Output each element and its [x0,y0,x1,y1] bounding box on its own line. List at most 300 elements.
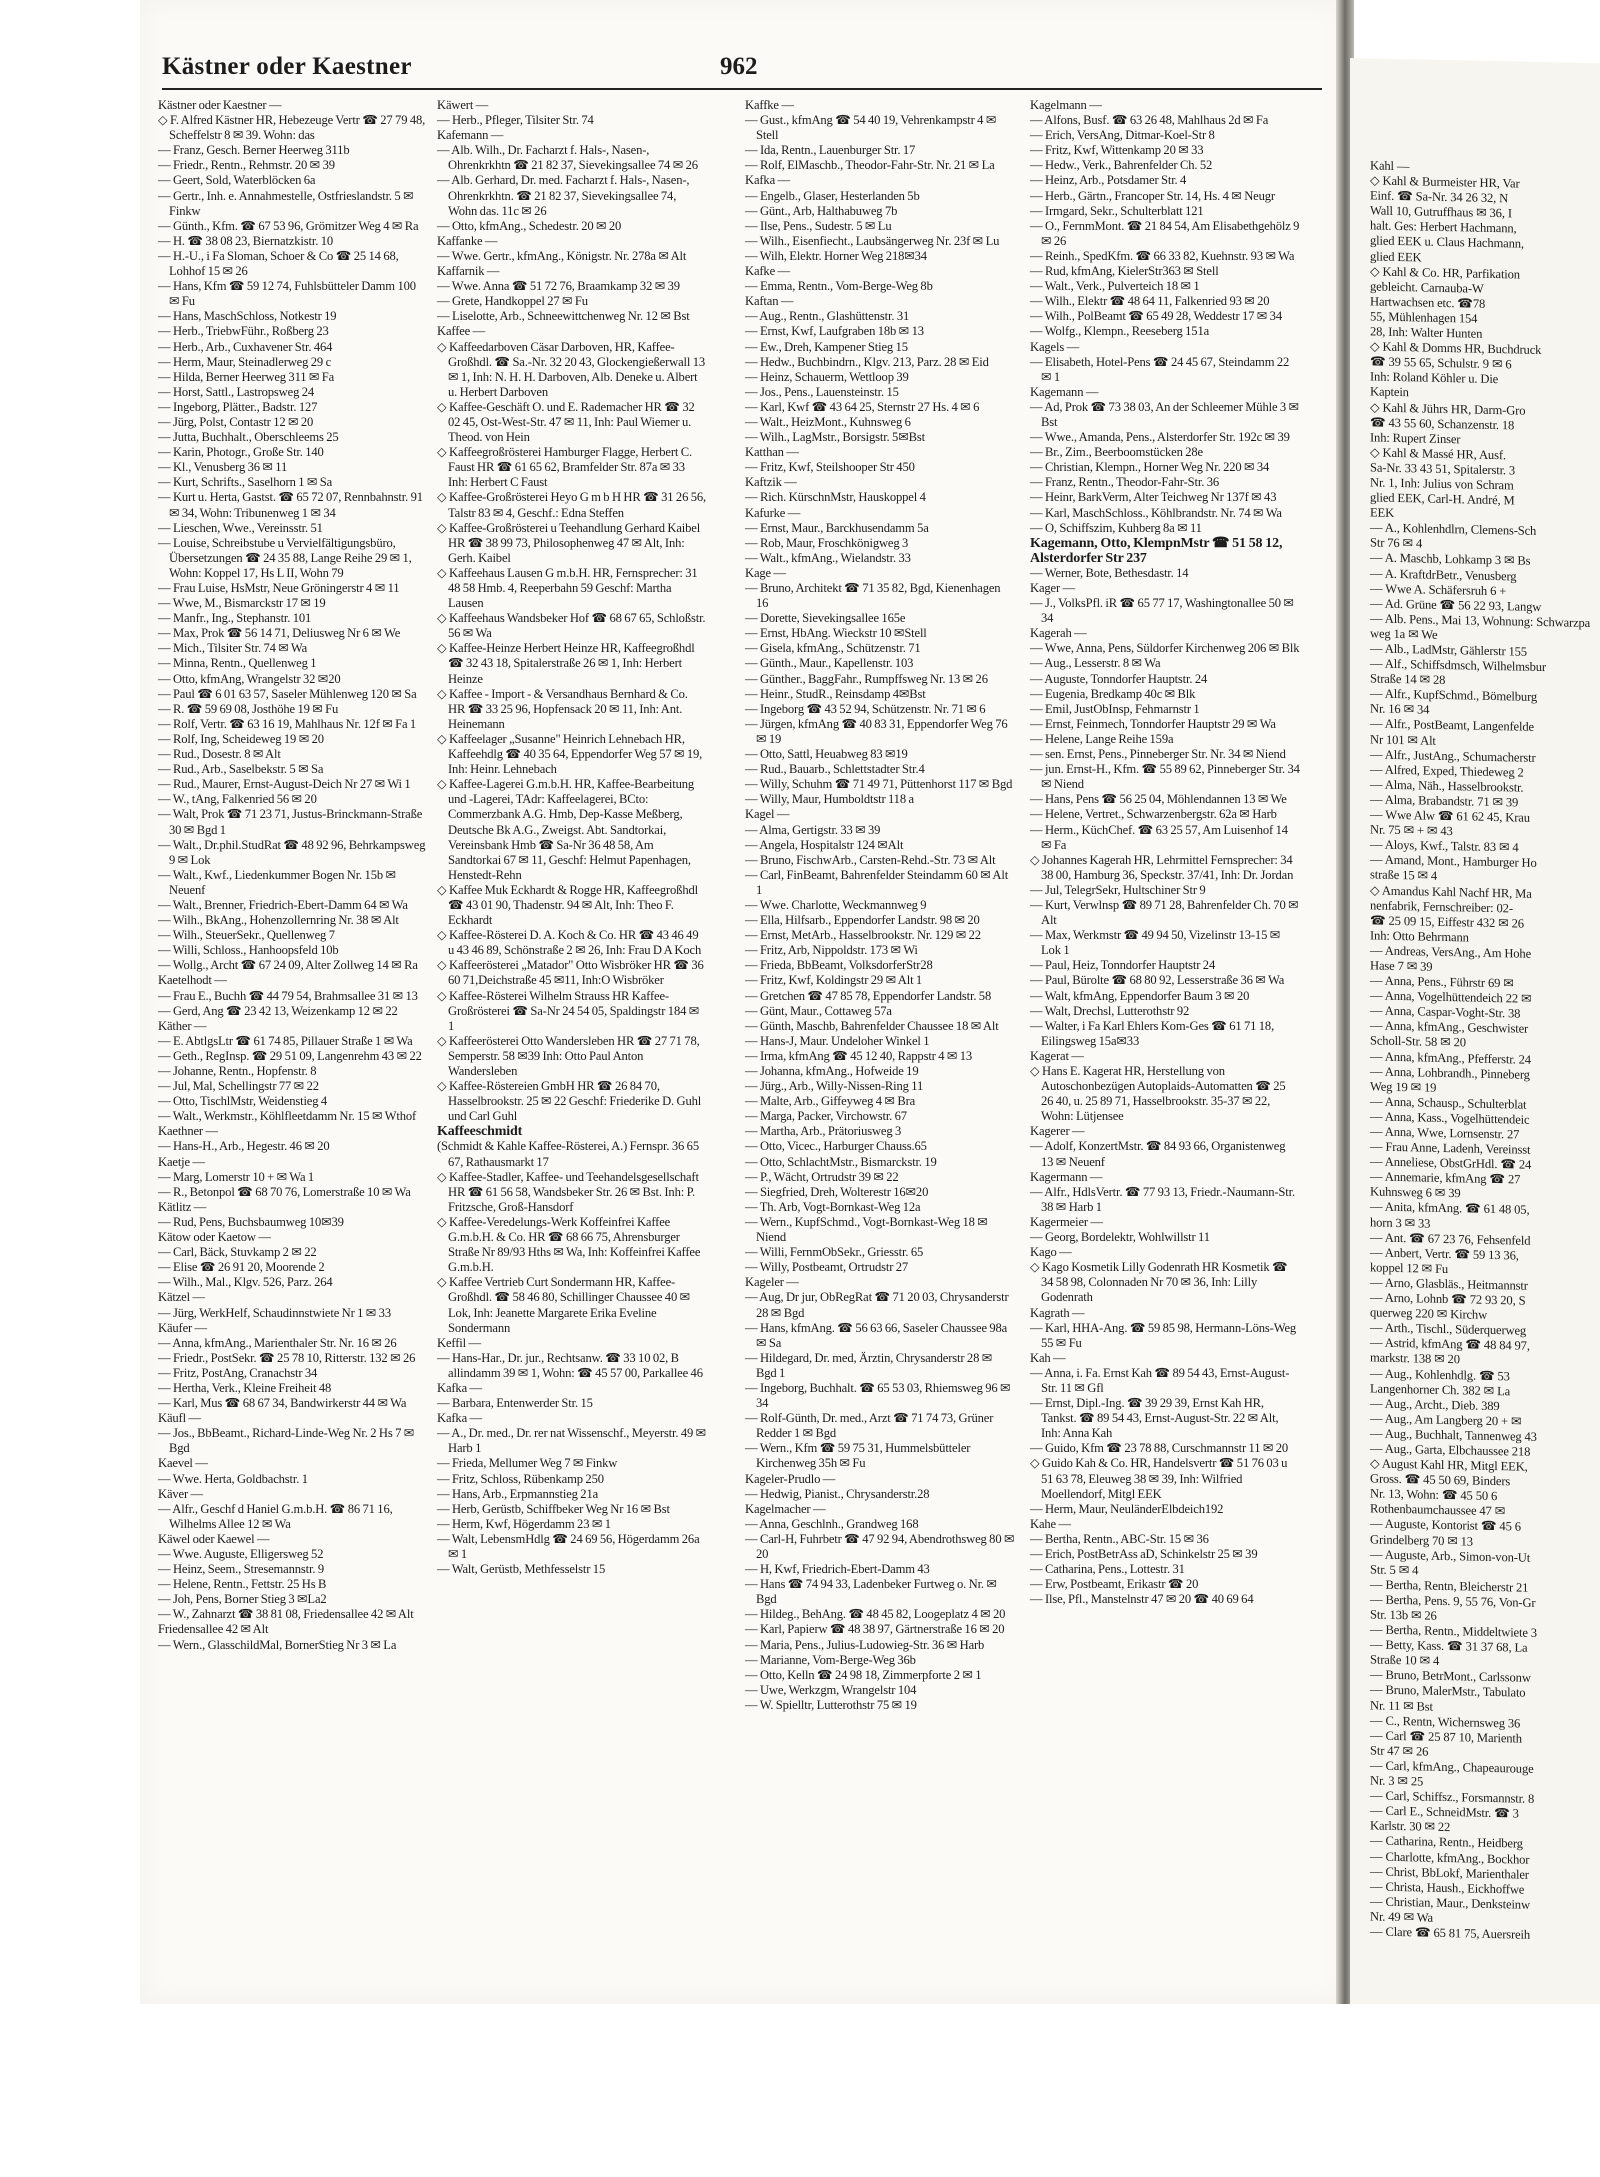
directory-entry: — Wilh., LagMstr., Borsigstr. 5✉Bst [745,430,925,445]
adjacent-entry: — Aug., Buchhalt, Tannenweg 43 [1370,1426,1537,1444]
directory-entry: — Anna, i. Fa. Ernst Kah ☎ 89 54 43, Ernst-August-Str. 11 ✉ Gfl [1030,1365,1290,1395]
directory-entry: Kagelmacher — [745,1501,826,1516]
adjacent-entry: nenfabrik, Fernschreiber: 02- [1370,898,1513,916]
directory-entry: — Ew., Dreh, Kampener Stieg 15 [745,339,908,354]
adjacent-entry: Straße 14 ✉ 28 [1370,671,1446,688]
adjacent-entry: Str 76 ✉ 4 [1370,535,1423,551]
directory-entry: — Ad, Prok ☎ 73 38 03, An der Schleemer Mühle 3 ✉ Bst [1030,399,1299,429]
directory-entry: — Jos., BbBeamt., Richard-Linde-Weg Nr. 2 Hs 7 ✉ Bgd [158,1426,415,1456]
directory-entry: Kagermann — [1030,1169,1103,1184]
directory-entry: — Gretchen ☎ 47 85 78, Eppendorfer Landstr. 58 [745,988,992,1003]
directory-entry: Kafka — [437,1411,482,1426]
running-head: Kästner oder Kaestner [162,53,412,80]
directory-entry: Kaffee — [437,324,486,339]
directory-entry: ◇ Kaffee-Röstereien GmbH HR ☎ 26 84 70, Hasselbrookstr. 25 ✉ 22 Geschf: Friederike D. Guhl und Carl Guhl [437,1079,702,1124]
adjacent-entry: ◇ Kahl & Jührs HR, Darm-Gro [1370,399,1526,418]
directory-entry: Kaffke — [745,98,794,112]
adjacent-entry: — Alf., Schiffsdmsch, Wilhelmsbur [1370,656,1546,675]
directory-entry: — Rud, Pens, Buchsbaumweg 10✉39 [158,1214,344,1229]
directory-entry: — Wolfg., Klempn., Reeseberg 151a [1030,324,1210,339]
adjacent-entry: — Christa, Haush., Eickhoffwe [1370,1879,1525,1897]
directory-entry: — Ernst, HbAng. Wieckstr 10 ✉Stell [745,626,927,641]
directory-entry: — Wilh., SteuerSekr., Quellenweg 7 [158,928,335,943]
adjacent-entry: — Alma, Brabandstr. 71 ✉ 39 [1370,792,1519,810]
directory-entry: — Günt., Arb, Halthabuweg 7b [745,203,898,218]
directory-entry: Käufer — [158,1320,208,1335]
directory-entry: Kätlitz — [158,1199,207,1214]
directory-entry: — Geth., RegInsp. ☎ 29 51 09, Langenrehm 43 ✉ 22 [158,1048,422,1063]
directory-entry: Käver — [158,1486,203,1501]
adjacent-entry: — Wwe Alw ☎ 61 62 45, Krau [1370,807,1530,825]
adjacent-entry: — Anbert, Vertr. ☎ 59 13 36, [1370,1245,1519,1263]
adjacent-entry: ◇ Amandus Kahl Nachf HR, Ma [1370,882,1532,901]
header-rule [162,88,1322,90]
directory-entry: Kagemann — [1030,384,1099,399]
adjacent-entry: glied EEK [1370,248,1422,265]
directory-entry: Kaethner — [158,1124,218,1139]
directory-entry: — Wwe. Auguste, Elligersweg 52 [158,1547,324,1561]
directory-entry: — Erw, Postbeamt, Erikastr ☎ 20 [1030,1577,1199,1592]
directory-entry: — Paul, Heiz, Tonndorfer Hauptstr 24 [1030,958,1216,973]
directory-entry: Kaevel — [158,1456,208,1471]
adjacent-entry: — C., Rentn, Wichernsweg 36 [1370,1713,1521,1731]
directory-entry: Kagel — [745,807,790,822]
directory-entry: — Erich, PostBetrAss aD, Schinkelstr 25 ✉ 39 [1030,1547,1258,1561]
directory-entry: — Rud., Maurer, Ernst-August-Deich Nr 27 ✉ Wi 1 [158,777,411,792]
adjacent-entry: — Alma, Näh., Hasselbrookstr. [1370,777,1524,795]
adjacent-entry: — Carl, Schiffsz., Forsmannstr. 8 [1370,1788,1535,1806]
adjacent-entry: — Betty, Kass. ☎ 31 37 68, La [1370,1637,1528,1655]
directory-entry: — Marianne, Vom-Berge-Weg 36b [745,1652,916,1667]
directory-entry: — Barbara, Entenwerder Str. 15 [437,1396,593,1411]
directory-entry: — Jul, TelegrSekr, Hultschiner Str 9 [1030,882,1206,897]
directory-entry: — Paul, Bürolte ☎ 68 80 92, Lesserstraße 36 ✉ Wa [1030,973,1285,988]
directory-entry: — Walt, Drechsl, Lutterothstr 92 [1030,1003,1190,1018]
directory-entry: — Alfr., HdlsVertr. ☎ 77 93 13, Friedr.-Naumann-Str. 38 ✉ Harb 1 [1030,1184,1295,1214]
directory-entry: ◇ F. Alfred Kästner HR, Hebezeuge Vertr ☎ 27 79 48, Scheffelstr 8 ✉ 39. Wohn: das [158,113,426,143]
directory-entry: — Hans-H., Arb., Hegestr. 46 ✉ 20 [158,1139,330,1154]
directory-entry: — Helene, Vertret., Schwarzenbergstr. 62a ✉ Harb [1030,807,1277,822]
adjacent-entry: Straße 10 ✉ 4 [1370,1652,1440,1669]
directory-entry: — Willi, FernmObSekr., Griesstr. 65 [745,1245,924,1260]
directory-entry: Kahe — [1030,1516,1071,1531]
directory-entry: — Herm., KüchChef. ☎ 63 25 57, Am Luisenhof 14 ✉ Fa [1030,822,1288,852]
directory-entry: ◇ Kago Kosmetik Lilly Godenrath HR Kosmetik ☎ 34 58 98, Colonnaden Nr 70 ✉ 36, Inh: Lilly Godenrath [1030,1260,1288,1305]
directory-entry: — Herb, Gerüstb, Schiffbeker Weg Nr 16 ✉ Bst [437,1501,670,1516]
adjacent-entry: Nr. 75 ✉ + ✉ 43 [1370,822,1453,839]
directory-entry: — Otto, kfmAng., Schedestr. 20 ✉ 20 [437,218,622,233]
adjacent-entry: koppel 12 ✉ Fu [1370,1260,1449,1276]
directory-entry: — Heinz, Seem., Stresemannstr. 9 [158,1562,324,1577]
directory-entry: Käufl — [158,1411,201,1426]
directory-entry: — Eugenia, Bredkamp 40c ✉ Blk [1030,686,1196,701]
directory-entry: — Adolf, KonzertMstr. ☎ 84 93 66, Organistenweg 13 ✉ Neuenf [1030,1139,1286,1169]
adjacent-entry: Langenhorner Ch. 382 ✉ La [1370,1381,1511,1398]
page-header [162,45,1550,85]
directory-entry: Kagels — [1030,339,1080,354]
adjacent-entry: EEK [1370,505,1395,521]
directory-entry: — Hildeg., BehAng. ☎ 48 45 82, Loogeplatz 4 ✉ 20 [745,1607,1006,1622]
directory-entry: — Wilh., Eisenfiecht., Laubsängerweg Nr. 23f ✉ Lu [745,233,1000,248]
adjacent-entry: — Aug., Garta, Elbchaussee 218 [1370,1441,1531,1459]
directory-entry: — Alb. Gerhard, Dr. med. Facharzt f. Hals-, Nasen-, Ohrenkrkhtn. ☎ 21 82 37, Sievekingsallee 74, Wohn das. 11c ✉ 26 [437,173,690,218]
directory-entry: — Alfr., Geschf d Haniel G.m.b.H. ☎ 86 71 16, Wilhelms Allee 12 ✉ Wa [158,1501,393,1531]
adjacent-entry: — Arno, Glasbläs., Heitmannstr [1370,1275,1528,1293]
directory-entry: — Wwe. Anna ☎ 51 72 76, Braamkamp 32 ✉ 39 [437,279,680,294]
directory-entry: — Hans, Kfm ☎ 59 12 74, Fuhlsbütteler Damm 100 ✉ Fu [158,279,416,309]
directory-entry: Kago — [1030,1245,1072,1260]
directory-entry: — Alma, Gertigstr. 33 ✉ 39 [745,822,881,837]
directory-entry: — Rolf, Vertr. ☎ 63 16 19, Mahlhaus Nr. 12f ✉ Fa 1 [158,716,417,731]
directory-entry: — Geert, Sold, Waterblöcken 6a [158,173,316,188]
directory-entry: — Karl, HHA-Ang. ☎ 59 85 98, Hermann-Löns-Weg 55 ✉ Fu [1030,1320,1297,1350]
directory-entry: — Karl, Mus ☎ 68 67 34, Bandwirkerstr 44 ✉ Wa [158,1396,407,1411]
directory-entry: — Fritz, Kwf, Koldingstr 29 ✉ Alt 1 [745,973,923,988]
directory-entry: — Walt., Dr.phil.StudRat ☎ 48 92 96, Behrkampsweg 9 ✉ Lok [158,837,426,867]
directory-entry: — R. ☎ 59 69 08, Josthöhe 19 ✉ Fu [158,701,339,716]
directory-entry: Käwel oder Kaewel — [158,1531,270,1546]
adjacent-entry: Inh: Rupert Zinser [1370,430,1461,446]
directory-entry: — Karin, Photogr., Große Str. 140 [158,445,324,460]
adjacent-entry: — Anita, kfmAng. ☎ 61 48 05, [1370,1199,1530,1218]
directory-entry: — Herb., Gärtn., Francoper Str. 14, Hs. 4 ✉ Neugr [1030,188,1275,203]
directory-entry: — H, Kwf, Friedrich-Ebert-Damm 43 [745,1562,930,1577]
directory-entry: — Herm, Kwf, Högerdamm 23 ✉ 1 [437,1516,611,1531]
directory-entry: — Carl-H, Fuhrbetr ☎ 47 92 94, Abendrothsweg 80 ✉ 20 [745,1531,1015,1561]
adjacent-entry: — A. KraftdrBetr., Venusberg [1370,565,1517,584]
directory-entry: ◇ Kaffee-Großrösterei u Teehandlung Gerhard Kaibel HR ☎ 38 99 73, Philosophenweg 47 ✉ Alt, Inh: Gerh. Kaibel [437,520,701,565]
adjacent-entry: — Alfr., KupfSchmd., Bömelburg [1370,686,1538,705]
directory-entry: — Helene, Rentn., Fettstr. 25 Hs B [158,1577,327,1592]
directory-entry: ◇ Kaffee - Import - & Versandhaus Bernhard & Co. HR ☎ 33 25 96, Hopfensack 20 ✉ 11, Inh: Ant. Heinemann [437,686,688,731]
directory-entry: — P., Wächt, Ortrudstr 39 ✉ 22 [745,1169,899,1184]
adjacent-entry: Weg 19 ✉ 19 [1370,1079,1437,1095]
directory-entry: Kaffeeschmidt [437,1124,523,1140]
directory-entry: — Wwe. Charlotte, Weckmannweg 9 [745,897,927,912]
column-4 [1030,98,1300,1607]
directory-entry: ◇ Kaffeerösterei „Matador" Otto Wisbröker HR ☎ 36 60 71,Deichstraße 45 ✉11, Inh:O Wisbröker [437,958,704,988]
directory-entry: ◇ Kaffee-Geschäft O. und E. Rademacher HR ☎ 32 02 45, Ost-West-Str. 47 ✉ 11, Inh: Paul Wiemer u. Theod. von Hein [437,399,695,445]
adjacent-entry: — Aug., Kohlenhdlg. ☎ 53 [1370,1365,1510,1383]
directory-entry: ◇ Kaffeegroßrösterei Hamburger Flagge, Herbert C. Faust HR ☎ 61 65 62, Bramfelder Str. 87a ✉ 33 Inh: Herbert C Faust [437,445,693,490]
directory-entry: ◇ Kaffee-Großrösterei Heyo G m b H HR ☎ 31 26 56, Talstr 83 ✉ 4, Geschf.: Edna Steffen [437,490,707,520]
directory-entry: — Kl., Venusberg 36 ✉ 11 [158,460,288,475]
directory-entry: — Paul ☎ 6 01 63 57, Saseler Mühlenweg 120 ✉ Sa [158,686,417,701]
directory-entry: — Hedw., Buchbindrn., Klgv. 213, Parz. 28 ✉ Eid [745,354,989,369]
directory-entry: — Hans-Har., Dr. jur., Rechtsanw. ☎ 33 10 02, B allindamm 39 ✉ 1, Wohn: ☎ 45 57 00, Parkallee 46 [437,1350,703,1380]
directory-entry: — Otto, Vicec., Harburger Chauss.65 [745,1139,927,1154]
adjacent-entry: Str 47 ✉ 26 [1370,1743,1429,1759]
directory-entry: — Otto, SchlachtMstr., Bismarckstr. 19 [745,1154,937,1169]
directory-entry: — Wern., Kfm ☎ 59 75 31, Hummelsbütteler Kirchenweg 35h ✉ Fu [745,1441,971,1471]
directory-entry: — Hedw., Verk., Bahrenfelder Ch. 52 [1030,158,1213,173]
directory-entry: — Rich. KürschnMstr, Hauskoppel 4 [745,490,926,505]
directory-entry: — Friedr., Rentn., Rehmstr. 20 ✉ 39 [158,158,335,173]
adjacent-entry: — Bertha, Rentn, Bleicherstr 21 [1370,1577,1529,1595]
directory-entry: — Hildegard, Dr. med, Ärztin, Chrysanderstr 28 ✉ Bgd 1 [745,1350,993,1380]
directory-entry: Friedensallee 42 ✉ Alt [158,1622,269,1637]
directory-entry: — W., tAng, Falkenried 56 ✉ 20 [158,792,317,807]
adjacent-entry: Rothenbaumchaussee 47 ✉ [1370,1501,1506,1519]
directory-entry: — J., VolksPfl. iR ☎ 65 77 17, Washingtonallee 50 ✉ 34 [1030,596,1294,626]
directory-entry: — Wilh., PolBeamt ☎ 65 49 28, Weddestr 17 ✉ 34 [1030,309,1282,324]
column-2 [437,98,707,1577]
adjacent-entry: — Clare ☎ 65 81 75, Auersreih [1370,1924,1530,1942]
adjacent-entry: — Anna, kfmAng., Geschwister [1370,1018,1529,1037]
directory-entry: — R., Betonpol ☎ 68 70 76, Lomerstraße 10 ✉ Wa [158,1184,411,1199]
directory-entry: — Louise, Schreibstube u Vervielfältigungsbüro, Übersetzungen ☎ 24 35 88, Lange Reihe 29 ✉ 1, Wohn: Koppel 17, Hs L II, Wohn 79 [158,535,412,580]
directory-entry: — Herb., Pfleger, Tilsiter Str. 74 [437,113,594,128]
directory-entry: ◇ Kaffee Muk Eckhardt & Rogge HR, Kaffeegroßhdl ☎ 43 01 90, Thadenstr. 94 ✉ Alt, Inh: Theo F. Eckhardt [437,882,698,928]
bottom-margin [0,2004,1600,2177]
adjacent-entry: — Anna, Caspar-Voght-Str. 38 [1370,1003,1521,1021]
adjacent-entry: Nr 101 ✉ Alt [1370,731,1436,748]
directory-entry: — Willy, Maur, Humboldtstr 118 a [745,792,914,807]
directory-entry: Keffil — [437,1335,481,1350]
directory-entry: — W., Zahnarzt ☎ 38 81 08, Friedensallee 42 ✉ Alt [158,1607,414,1622]
directory-entry: — Otto, Kelln ☎ 24 98 18, Zimmerpforte 2 ✉ 1 [745,1667,982,1682]
directory-entry: — Ingeborg, Buchhalt. ☎ 65 53 03, Rhiemsweg 96 ✉ 34 [745,1380,1011,1411]
directory-entry: — Bertha, Rentn., ABC-Str. 15 ✉ 36 [1030,1531,1209,1546]
directory-entry: — Horst, Sattl., Lastropsweg 24 [158,384,315,399]
adjacent-entry: — Charlotte, kfmAng., Bockhor [1370,1848,1530,1867]
directory-entry: — Maria, Pens., Julius-Ludowieg-Str. 36 ✉ Harb [745,1637,985,1652]
directory-entry: Kageler — [745,1275,799,1290]
adjacent-entry: — Auguste, Arb., Simon-von-Ut [1370,1547,1531,1565]
directory-entry: Kager — [1030,581,1075,595]
directory-entry: — Wwe, M., Bismarckstr 17 ✉ 19 [158,596,326,611]
directory-entry: — Willy, Schuhm ☎ 71 49 71, Püttenhorst 117 ✉ Bgd [745,777,1013,792]
directory-entry: — Werner, Bote, Bethesdastr. 14 [1030,565,1189,580]
directory-entry: — Gisela, kfmAng., Schützenstr. 71 [745,641,921,656]
adjacent-entry: 28, Inh: Walter Hunten [1370,324,1483,341]
directory-entry: — Kurt, Schrifts., Saselhorn 1 ✉ Sa [158,475,333,490]
directory-entry: — Rud., Bauarb., Schlettstadter Str.4 [745,762,925,777]
adjacent-entry: markstr. 138 ✉ 20 [1370,1350,1460,1367]
directory-entry: Kagerat — [1030,1048,1084,1063]
directory-entry: — Max, Prok ☎ 56 14 71, Deliusweg Nr 6 ✉ We [158,626,401,641]
directory-entry: — Rob, Maur, Froschkönigweg 3 [745,535,909,550]
directory-entry: — Walt., kfmAng., Wielandstr. 33 [745,550,911,565]
directory-entry: Kafka — [437,1380,482,1395]
directory-entry: — E. AbtlgsLtr ☎ 61 74 85, Pillauer Straße 1 ✉ Wa [158,1033,413,1048]
directory-entry: — Rolf, Ing, Scheideweg 19 ✉ 20 [158,731,324,746]
directory-entry: — Walt., Werkmstr., Köhlfleetdamm Nr. 15 ✉ Wthof [158,1109,417,1124]
directory-entry: — Karl, Papierw ☎ 48 38 97, Gärtnerstraße 16 ✉ 20 [745,1622,1005,1637]
directory-entry: — Frau E., Buchh ☎ 44 79 54, Brahmsallee 31 ✉ 13 [158,988,418,1003]
directory-entry: — A., Dr. med., Dr. rer nat Wissenschf., Meyerstr. 49 ✉ Harb 1 [437,1426,707,1456]
directory-entry: ◇ Kaffeedarboven Cäsar Darboven, HR, Kaffee-Großhdl. ☎ Sa.-Nr. 32 20 43, Glockengießerwall 13 ✉ 1, Inh: N. H. H. Darboven, Alb. Deneke u. Albert u. Herbert Darboven [437,339,706,399]
directory-entry: — Walt, LebensmHdlg ☎ 24 69 56, Högerdamm 26a ✉ 1 [437,1531,700,1561]
directory-entry: — Hans, kfmAng. ☎ 56 63 66, Saseler Chaussee 98a ✉ Sa [745,1320,1008,1350]
directory-entry: ◇ Kaffee-Rösterei D. A. Koch & Co. HR ☎ 43 46 49 u 43 46 89, Schönstraße 2 ✉ 26, Inh: Frau D A Koch [437,928,702,958]
directory-entry: Kaetelhodt — [158,973,227,988]
adjacent-entry: — Bruno, BetrMont., Carlssonw [1370,1667,1531,1686]
directory-entry: — Aug., Rentn., Glashüttenstr. 31 [745,309,910,324]
directory-entry: — Fritz, Kwf, Steilshooper Str 450 [745,460,915,475]
directory-entry: — Walt., Verk., Pulverteich 18 ✉ 1 [1030,279,1200,294]
directory-entry: — Helene, Lange Reihe 159a [1030,731,1174,746]
directory-entry: — Reinh., SpedKfm. ☎ 66 33 82, Kuehnstr. 93 ✉ Wa [1030,248,1295,263]
adjacent-entry: — Catharina, Rentn., Heidberg [1370,1833,1523,1852]
directory-entry: Käther — [158,1018,207,1033]
adjacent-entry: ◇ August Kahl HR, Mitgl EEK, [1370,1456,1528,1474]
directory-entry: — Rud, kfmAng, KielerStr363 ✉ Stell [1030,264,1219,279]
directory-entry: — Minna, Rentn., Quellenweg 1 [158,656,317,671]
directory-entry: — Walt., HeizMont., Kuhnsweg 6 [745,414,911,429]
directory-entry: — Wwe, Anna, Pens, Süldorfer Kirchenweg 206 ✉ Blk [1030,641,1300,656]
adjacent-entry: — Anna, Pens., Führstr 69 ✉ [1370,973,1514,991]
adjacent-entry: Gross. ☎ 45 50 69, Binders [1370,1471,1511,1489]
directory-entry: — Walt., Kwf., Liedenkummer Bogen Nr. 15b ✉ Neuenf [158,867,396,897]
directory-entry: Kätzel — [158,1290,205,1305]
directory-entry: Kagerer — [1030,1124,1085,1139]
adjacent-entry: — Alfred, Exped, Thiedeweg 2 [1370,762,1524,780]
directory-entry: — H. ☎ 38 08 23, Biernatzkistr. 10 [158,233,333,248]
directory-entry: — Catharina, Pens., Lottestr. 31 [1030,1562,1185,1577]
directory-entry: — Wilh., Elektr ☎ 48 64 11, Falkenried 93 ✉ 20 [1030,294,1270,309]
directory-entry: — Irmgard, Sekr., Schulterblatt 121 [1030,203,1204,218]
directory-entry: — Günther., BaggFahr., Rumpffsweg Nr. 13 ✉ 26 [745,671,988,686]
directory-entry: — Ernst, MetArb., Hasselbrookstr. Nr. 129 ✉ 22 [745,928,981,943]
adjacent-entry: Nr. 1, Inh: Julius von Schram [1370,475,1514,493]
adjacent-entry: ☎ 39 55 65, Schulstr. 9 ✉ 6 [1370,354,1512,372]
directory-entry: — Manfr., Ing., Stephanstr. 101 [158,611,312,626]
directory-entry: Kagemann, Otto, KlempnMstr ☎ 51 58 12, Alsterdorfer Str 237 [1030,535,1283,566]
adjacent-entry: — Amand, Mont., Hamburger Ho [1370,852,1537,871]
directory-entry: — Herb., TriebwFühr., Roßberg 23 [158,324,329,339]
directory-entry: Kagelmann — [1030,98,1102,112]
directory-entry: ◇ Kaffeehaus Lausen G m.b.H. HR, Fernsprecher: 31 48 58 Hmb. 4, Reeperbahn 59 Geschf: Martha Lausen [437,565,698,611]
directory-entry: — Rud., Arb., Saselbekstr. 5 ✉ Sa [158,762,324,777]
adjacent-entry: Karlstr. 30 ✉ 22 [1370,1818,1451,1835]
directory-entry: — Uwe, Werkzgm, Wrangelstr 104 [745,1682,917,1697]
directory-entry: — Wilh., BkAng., Hohenzollernring Nr. 38 ✉ Alt [158,913,399,928]
directory-entry: — Herm, Maur, NeuländerElbdeich192 [1030,1501,1224,1516]
directory-entry: — Otto, kfmAng, Wrangelstr 32 ✉20 [158,671,341,686]
adjacent-entry: — Aug., Am Langberg 20 + ✉ [1370,1411,1522,1429]
directory-entry: — Gust., kfmAng ☎ 54 40 19, Vehrenkampstr 4 ✉ Stell [745,113,997,143]
adjacent-entry: — Astrid, kfmAng ☎ 48 84 97, [1370,1335,1530,1354]
adjacent-entry: — Carl ☎ 25 87 10, Marienth [1370,1728,1522,1746]
directory-entry: Kaftan — [745,294,794,309]
adjacent-entry: — Christ, BbLokf, Marienthaler [1370,1864,1529,1882]
directory-entry: — Karl, MaschSchloss., Köhlbrandstr. Nr. 74 ✉ Wa [1030,505,1282,520]
directory-entry: — Walt, kfmAng, Eppendorfer Baum 3 ✉ 20 [1030,988,1250,1003]
directory-entry: ◇ Kaffee-Lagerei G.m.b.H. HR, Kaffee-Bearbeitung und -Lagerei, TAdr: Kaffeelagerei, BCto: Commerzbank A.G. Hmb, Dep-Kasse Meßberg, Deutsche Bk A.G., Zweigst. Abt. Sandtorkai, Vereinsbank Hmb ☎ Sa-Nr 36 48 58, Am Sandtorkai 67 ✉ 11, Geschf: Helmut Papenhagen, Henstedt-Rehn [437,777,695,882]
directory-entry: — Alfons, Busf. ☎ 63 26 48, Mahlhaus 2d ✉ Fa [1030,113,1269,128]
adjacent-entry: ☎ 43 55 60, Schanzenstr. 18 [1370,415,1515,433]
directory-entry: — Engelb., Glaser, Hesterlanden 5b [745,188,920,203]
directory-entry: Kafke — [745,264,790,279]
directory-entry: — Max, Werkmstr ☎ 49 94 50, Vizelinstr 13-15 ✉ Lok 1 [1030,928,1281,958]
directory-entry: Kätow oder Kaetow — [158,1230,271,1245]
directory-entry: (Schmidt & Kahle Kaffee-Rösterei, A.) Fernspr. 36 65 67, Rathausmarkt 17 [437,1139,699,1169]
directory-entry: Kaffanke — [437,233,498,248]
adjacent-entry: Grindelberg 70 ✉ 13 [1370,1531,1473,1549]
directory-entry: — Karl, Kwf ☎ 43 64 25, Sternstr 27 Hs. 4 ✉ 6 [745,399,980,414]
directory-entry: — Malte, Arb., Giffeyweg 4 ✉ Bra [745,1094,916,1109]
adjacent-entry: ◇ Kahl & Burmeister HR, Var [1370,173,1520,191]
directory-entry: — Frieda, BbBeamt, VolksdorferStr28 [745,958,933,973]
adjacent-entry: — Aug., Archt., Dieb. 389 [1370,1396,1500,1413]
adjacent-entry: — Christian, Maur., Denksteinw [1370,1894,1530,1912]
directory-entry: — Ingeborg, Plätter., Badstr. 127 [158,399,318,414]
directory-entry: ◇ Johannes Kagerah HR, Lehrmittel Fernsprecher: 34 38 00, Hamburg 36, Speckstr. 37/41, Inh: Dr. Jordan [1030,852,1294,882]
adjacent-entry: — Auguste, Kontorist ☎ 45 6 [1370,1516,1521,1535]
directory-entry: — Heinr., StudR., Reinsdamp 4✉Bst [745,686,926,701]
directory-entry: Kah — [1030,1350,1066,1365]
directory-entry: Kafurke — [745,505,801,520]
directory-entry: — Gerd, Ang ☎ 23 42 13, Weizenkamp 12 ✉ 22 [158,1003,398,1018]
directory-entry: — Wilh, Elektr. Horner Weg 218✉34 [745,248,927,263]
directory-entry: — Siegfried, Dreh, Wolterestr 16✉20 [745,1184,929,1199]
adjacent-entry: Nr. 49 ✉ Wa [1370,1909,1433,1925]
adjacent-entry: — A. Maschb, Lohkamp 3 ✉ Bs [1370,550,1531,569]
directory-entry: — Br., Zim., Beerboomstücken 28e [1030,445,1203,460]
directory-entry: — Günth., Kfm. ☎ 67 53 96, Grömitzer Weg 4 ✉ Ra [158,218,419,233]
adjacent-entry: Hartwachsen etc. ☎78 [1370,294,1486,311]
adjacent-page [1350,58,1600,2009]
adjacent-entry: Inh: Roland Köhler u. Die [1370,369,1499,387]
directory-entry: — Otto, Sattl, Heuabweg 83 ✉19 [745,747,908,762]
directory-entry: — Jul, Mal, Schellingstr 77 ✉ 22 [158,1079,319,1094]
directory-entry: — Marga, Packer, Virchowstr. 67 [745,1109,907,1124]
adjacent-entry: — Alfr., PostBeamt, Langenfelde [1370,716,1534,735]
directory-entry: — Wilh., Mal., Klgv. 526, Parz. 264 [158,1275,333,1290]
directory-entry: — Heinr, BarkVerm, Alter Teichweg Nr 137f ✉ 43 [1030,490,1277,505]
directory-entry: — Emma, Rentn., Vom-Berge-Weg 8b [745,279,933,294]
directory-entry: ◇ Kaffeerösterei Otto Wandersleben HR ☎ 27 71 78, Semperstr. 58 ✉39 Inh: Otto Paul Anton Wandersleben [437,1033,700,1078]
adjacent-entry: glied EEK u. Claus Hachmann, [1370,233,1524,252]
adjacent-entry: — Anna, Vogelhüttendeich 22 ✉ [1370,988,1532,1006]
adjacent-entry: — Arth., Tischl., Süderquerweg [1370,1320,1527,1338]
adjacent-entry: — Ad. Grüne ☎ 56 22 93, Langw [1370,596,1542,614]
adjacent-entry: — Anna, Lohbrandh., Pinneberg [1370,1064,1530,1082]
directory-entry: Kaftzik — [745,475,797,490]
directory-entry: — Carl, Bäck, Stuvkamp 2 ✉ 22 [158,1245,317,1260]
directory-entry: — Willy, Postbeamt, Ortrudstr 27 [745,1260,909,1275]
adjacent-entry: — Alb., LadMstr, Gählerstr 155 [1370,641,1527,659]
adjacent-entry: Str. 13b ✉ 26 [1370,1607,1437,1623]
directory-entry: — Kurt, Verwlnsp ☎ 89 71 28, Bahrenfelder Ch. 70 ✉ Alt [1030,897,1299,928]
directory-entry: — Georg, Bordelektr, Wohlwillstr 11 [1030,1230,1210,1245]
directory-entry: — Aug., Lesserstr. 8 ✉ Wa [1030,656,1161,671]
adjacent-entry: — Arno, Lohnb ☎ 72 93 20, S [1370,1290,1526,1308]
directory-entry: — Aug, Dr jur, ObRegRat ☎ 71 20 03, Chrysanderstr 28 ✉ Bgd [745,1290,1009,1320]
directory-entry: — Heinz, Arb., Potsdamer Str. 4 [1030,173,1187,188]
adjacent-entry: ◇ Kahl & Co. HR, Parfikation [1370,264,1520,282]
directory-entry: — Ingeborg ☎ 43 52 94, Schützenstr. Nr. 71 ✉ 6 [745,701,986,716]
directory-entry: — Ernst, Dipl.-Ing. ☎ 39 29 39, Ernst Kah HR, Tankst. ☎ 89 54 43, Ernst-August-Str. 22 ✉ Alt, Inh: Anna Kah [1030,1396,1279,1441]
directory-entry: — Fritz, Arb, Nippoldstr. 173 ✉ Wi [745,943,918,958]
directory-entry: — H.-U., i Fa Sloman, Schoer & Co ☎ 25 14 68, Lohhof 15 ✉ 26 [158,248,399,279]
adjacent-entry: ☎ 25 09 15, Eiffestr 432 ✉ 26 [1370,913,1524,931]
directory-entry: — Wern., KupfSchmd., Vogt-Bornkast-Weg 18 ✉ Niend [745,1214,988,1245]
adjacent-entry: — Anna, Kass., Vogelhüttendeic [1370,1109,1530,1127]
directory-entry: Kagerah — [1030,626,1087,641]
directory-entry: — Hans, MaschSchloss, Notkestr 19 [158,309,337,324]
directory-entry: — Willi, Schloss., Hanhoopsfeld 10b [158,943,339,958]
directory-entry: — Rolf, ElMaschb., Theodor-Fahr-Str. Nr. 21 ✉ La [745,158,995,173]
directory-entry: — Jos., Pens., Lauensteinstr. 15 [745,384,899,399]
directory-entry: — Frieda, Mellumer Weg 7 ✉ Finkw [437,1456,618,1471]
directory-entry: — Herb., Arb., Cuxhavener Str. 464 [158,339,333,354]
directory-entry: — Irma, kfmAng ☎ 45 12 40, Rappstr 4 ✉ 13 [745,1048,973,1063]
directory-entry: — Hans-J, Maur. Undeloher Winkel 1 [745,1033,930,1048]
directory-entry: — Fritz, Kwf, Wittenkamp 20 ✉ 33 [1030,143,1204,158]
directory-entry: — Emil, JustObInsp, Fehmarnstr 1 [1030,701,1200,716]
